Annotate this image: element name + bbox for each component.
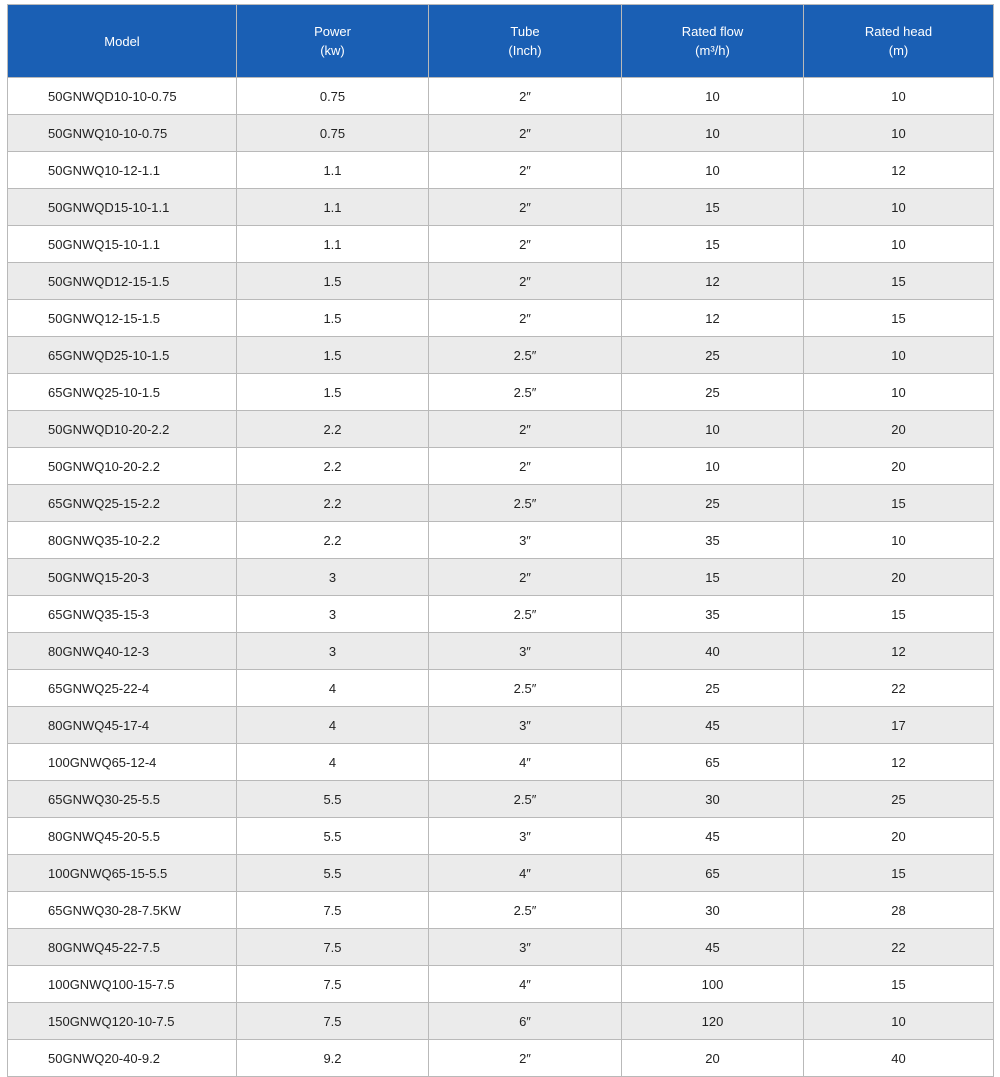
cell-model: 80GNWQ35-10-2.2: [8, 522, 237, 559]
cell-rated-head: 10: [804, 115, 994, 152]
header-rated-head-label: Rated head: [864, 24, 933, 39]
cell-power: 3: [237, 559, 429, 596]
table-row: [8, 374, 994, 411]
header-tube: [429, 5, 622, 78]
cell-power: 7.5: [237, 966, 429, 1003]
cell-tube: 2″: [429, 78, 622, 115]
cell-power: 4: [237, 707, 429, 744]
table-row: [8, 966, 994, 1003]
cell-rated-flow: 65: [622, 855, 804, 892]
cell-rated-flow: 35: [622, 596, 804, 633]
cell-power: 1.5: [237, 337, 429, 374]
cell-rated-flow: 45: [622, 818, 804, 855]
cell-rated-flow: 65: [622, 744, 804, 781]
cell-rated-head: 10: [804, 78, 994, 115]
cell-rated-head: 15: [804, 596, 994, 633]
cell-power: 1.5: [237, 374, 429, 411]
cell-rated-head: 12: [804, 633, 994, 670]
cell-power: 4: [237, 744, 429, 781]
cell-rated-flow: 45: [622, 929, 804, 966]
cell-tube: 3″: [429, 633, 622, 670]
cell-model: 50GNWQ15-10-1.1: [8, 226, 237, 263]
cell-rated-head: 22: [804, 929, 994, 966]
cell-rated-flow: 10: [622, 448, 804, 485]
cell-tube: 2.5″: [429, 337, 622, 374]
cell-rated-head: 28: [804, 892, 994, 929]
cell-rated-head: 15: [804, 485, 994, 522]
cell-rated-head: 10: [804, 1003, 994, 1040]
cell-tube: 2″: [429, 559, 622, 596]
cell-power: 5.5: [237, 855, 429, 892]
cell-power: 2.2: [237, 485, 429, 522]
cell-model: 100GNWQ65-15-5.5: [8, 855, 237, 892]
table-row: [8, 485, 994, 522]
table-row: [8, 707, 994, 744]
table-row: [8, 929, 994, 966]
pump-spec-table: [7, 4, 994, 1077]
cell-rated-flow: 10: [622, 411, 804, 448]
cell-tube: 6″: [429, 1003, 622, 1040]
cell-model: 65GNWQ25-10-1.5: [8, 374, 237, 411]
cell-rated-flow: 25: [622, 485, 804, 522]
header-rated-head: [804, 5, 994, 78]
cell-rated-flow: 100: [622, 966, 804, 1003]
cell-rated-flow: 45: [622, 707, 804, 744]
cell-rated-flow: 12: [622, 263, 804, 300]
cell-rated-head: 20: [804, 559, 994, 596]
cell-power: 2.2: [237, 411, 429, 448]
cell-model: 80GNWQ45-17-4: [8, 707, 237, 744]
header-power: [237, 5, 429, 78]
cell-rated-flow: 35: [622, 522, 804, 559]
cell-rated-head: 10: [804, 522, 994, 559]
cell-tube: 2″: [429, 1040, 622, 1077]
header-model: [8, 5, 237, 78]
cell-tube: 3″: [429, 522, 622, 559]
cell-power: 7.5: [237, 929, 429, 966]
cell-model: 50GNWQD12-15-1.5: [8, 263, 237, 300]
table-row: [8, 559, 994, 596]
table-row: [8, 892, 994, 929]
cell-tube: 3″: [429, 818, 622, 855]
table-row: [8, 78, 994, 115]
cell-rated-flow: 15: [622, 559, 804, 596]
header-tube-label: Tube: [510, 24, 540, 39]
cell-model: 80GNWQ40-12-3: [8, 633, 237, 670]
cell-power: 1.5: [237, 263, 429, 300]
header-rated-head-unit: (m): [888, 43, 909, 58]
cell-rated-head: 15: [804, 966, 994, 1003]
cell-power: 7.5: [237, 1003, 429, 1040]
cell-rated-head: 10: [804, 337, 994, 374]
cell-power: 9.2: [237, 1040, 429, 1077]
cell-tube: 2″: [429, 448, 622, 485]
cell-tube: 2″: [429, 411, 622, 448]
cell-model: 50GNWQ20-40-9.2: [8, 1040, 237, 1077]
cell-model: 50GNWQD10-10-0.75: [8, 78, 237, 115]
cell-model: 50GNWQD10-20-2.2: [8, 411, 237, 448]
cell-model: 50GNWQ10-20-2.2: [8, 448, 237, 485]
cell-model: 65GNWQ35-15-3: [8, 596, 237, 633]
header-power-unit: (kw): [320, 43, 345, 58]
cell-power: 3: [237, 596, 429, 633]
cell-tube: 2″: [429, 152, 622, 189]
cell-rated-head: 15: [804, 263, 994, 300]
cell-rated-flow: 10: [622, 78, 804, 115]
table-row: [8, 633, 994, 670]
table-row: [8, 152, 994, 189]
cell-power: 1.1: [237, 152, 429, 189]
cell-rated-head: 17: [804, 707, 994, 744]
table-row: [8, 337, 994, 374]
cell-rated-head: 25: [804, 781, 994, 818]
cell-rated-flow: 25: [622, 337, 804, 374]
cell-tube: 2″: [429, 263, 622, 300]
table-row: [8, 263, 994, 300]
cell-rated-flow: 30: [622, 892, 804, 929]
cell-model: 50GNWQ10-12-1.1: [8, 152, 237, 189]
table-row: [8, 226, 994, 263]
cell-tube: 2.5″: [429, 670, 622, 707]
header-rated-flow-unit: (m³/h): [695, 43, 730, 58]
table-header: [8, 5, 994, 78]
cell-rated-head: 40: [804, 1040, 994, 1077]
pump-spec-table-container: [7, 4, 993, 1077]
cell-rated-head: 22: [804, 670, 994, 707]
table-row: [8, 670, 994, 707]
table-row: [8, 855, 994, 892]
table-row: [8, 115, 994, 152]
cell-tube: 2″: [429, 226, 622, 263]
table-row: [8, 1003, 994, 1040]
cell-rated-head: 10: [804, 189, 994, 226]
cell-power: 5.5: [237, 818, 429, 855]
cell-tube: 2.5″: [429, 374, 622, 411]
cell-rated-flow: 10: [622, 115, 804, 152]
cell-tube: 2″: [429, 115, 622, 152]
cell-power: 3: [237, 633, 429, 670]
cell-model: 65GNWQD25-10-1.5: [8, 337, 237, 374]
cell-model: 50GNWQ10-10-0.75: [8, 115, 237, 152]
cell-tube: 2″: [429, 300, 622, 337]
cell-rated-flow: 12: [622, 300, 804, 337]
cell-power: 1.1: [237, 226, 429, 263]
cell-rated-flow: 40: [622, 633, 804, 670]
table-row: [8, 189, 994, 226]
cell-power: 5.5: [237, 781, 429, 818]
header-rated-flow: [622, 5, 804, 78]
cell-tube: 4″: [429, 744, 622, 781]
cell-model: 100GNWQ100-15-7.5: [8, 966, 237, 1003]
cell-tube: 4″: [429, 855, 622, 892]
cell-rated-head: 15: [804, 300, 994, 337]
cell-rated-head: 20: [804, 818, 994, 855]
cell-model: 65GNWQ30-28-7.5KW: [8, 892, 237, 929]
cell-model: 80GNWQ45-22-7.5: [8, 929, 237, 966]
cell-tube: 2.5″: [429, 892, 622, 929]
cell-rated-head: 20: [804, 411, 994, 448]
cell-tube: 2.5″: [429, 596, 622, 633]
cell-rated-flow: 25: [622, 670, 804, 707]
cell-rated-flow: 15: [622, 189, 804, 226]
cell-model: 65GNWQ25-22-4: [8, 670, 237, 707]
cell-rated-flow: 120: [622, 1003, 804, 1040]
cell-tube: 3″: [429, 929, 622, 966]
cell-rated-head: 10: [804, 374, 994, 411]
cell-power: 4: [237, 670, 429, 707]
cell-rated-head: 15: [804, 855, 994, 892]
cell-tube: 2.5″: [429, 485, 622, 522]
cell-power: 7.5: [237, 892, 429, 929]
cell-rated-flow: 20: [622, 1040, 804, 1077]
cell-rated-flow: 30: [622, 781, 804, 818]
cell-power: 2.2: [237, 522, 429, 559]
cell-model: 150GNWQ120-10-7.5: [8, 1003, 237, 1040]
cell-power: 1.5: [237, 300, 429, 337]
cell-model: 65GNWQ25-15-2.2: [8, 485, 237, 522]
cell-model: 50GNWQ12-15-1.5: [8, 300, 237, 337]
cell-tube: 4″: [429, 966, 622, 1003]
cell-rated-head: 10: [804, 226, 994, 263]
cell-rated-head: 12: [804, 744, 994, 781]
cell-tube: 2″: [429, 189, 622, 226]
cell-power: 2.2: [237, 448, 429, 485]
table-row: [8, 411, 994, 448]
table-row: [8, 522, 994, 559]
table-row: [8, 448, 994, 485]
header-rated-flow-label: Rated flow: [681, 24, 744, 39]
cell-rated-flow: 15: [622, 226, 804, 263]
cell-rated-flow: 25: [622, 374, 804, 411]
header-model-label: Model: [104, 33, 140, 49]
cell-model: 65GNWQ30-25-5.5: [8, 781, 237, 818]
cell-power: 0.75: [237, 115, 429, 152]
cell-model: 50GNWQD15-10-1.1: [8, 189, 237, 226]
cell-rated-head: 12: [804, 152, 994, 189]
cell-power: 1.1: [237, 189, 429, 226]
cell-power: 0.75: [237, 78, 429, 115]
table-row: [8, 744, 994, 781]
table-row: [8, 1040, 994, 1077]
cell-model: 50GNWQ15-20-3: [8, 559, 237, 596]
cell-rated-head: 20: [804, 448, 994, 485]
cell-tube: 2.5″: [429, 781, 622, 818]
header-tube-unit: (Inch): [508, 43, 542, 58]
table-row: [8, 596, 994, 633]
table-row: [8, 818, 994, 855]
header-row: [8, 5, 994, 78]
table-row: [8, 300, 994, 337]
cell-tube: 3″: [429, 707, 622, 744]
cell-model: 100GNWQ65-12-4: [8, 744, 237, 781]
cell-model: 80GNWQ45-20-5.5: [8, 818, 237, 855]
table-row: [8, 781, 994, 818]
table-body: [8, 78, 994, 1077]
header-power-label: Power: [314, 24, 351, 39]
cell-rated-flow: 10: [622, 152, 804, 189]
